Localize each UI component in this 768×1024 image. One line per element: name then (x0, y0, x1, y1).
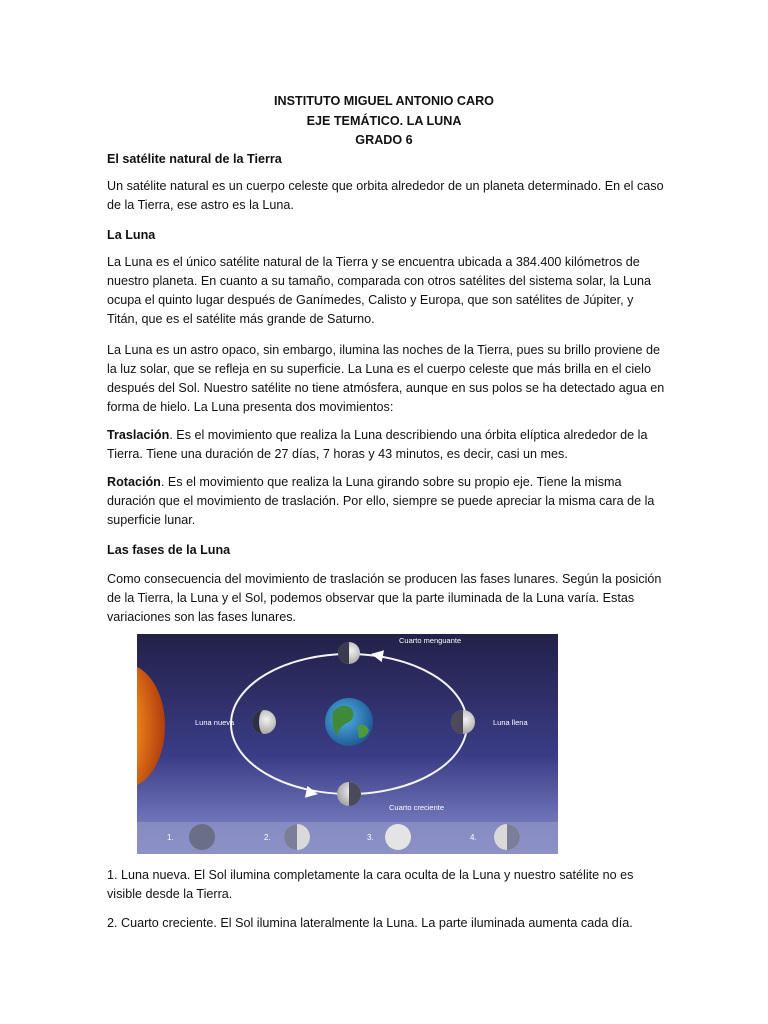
strip-number-1: 1. (167, 833, 174, 842)
topic-title: EJE TEMÁTICO. LA LUNA (306, 113, 462, 128)
label-luna-nueva: Luna nueva (195, 718, 235, 727)
section-heading-fases: Las fases de la Luna (107, 543, 231, 557)
strip-moon-1 (189, 824, 215, 850)
term-rotacion: Rotación (107, 475, 161, 489)
moon-phases-diagram (137, 634, 558, 854)
list-item-cuarto-creciente: 2. Cuarto creciente. El Sol ilumina lateralmente la Luna. La parte iluminada aumenta cada día. (107, 916, 633, 930)
orbit-arrow-bottom (307, 792, 312, 793)
moon-left (252, 710, 276, 734)
grade-label: GRADO 6 (355, 133, 413, 147)
moon-phases-figure (137, 634, 558, 854)
strip-moon-4 (494, 824, 520, 850)
paragraph-rotacion (107, 473, 667, 530)
paragraph-fases: Como consecuencia del movimiento de traslación se producen las fases lunares. Según la posición de la Tierra, la Luna y el Sol, podemos observar que la parte iluminada de la Luna varía. Estas variaciones son las fases lunares. (107, 572, 662, 624)
strip-number-3: 3. (367, 833, 374, 842)
rotacion-description: . Es el movimiento que realiza la Luna girando sobre su propio eje. Tiene la misma duración que el movimiento de traslación. Por ello, siempre se puede apreciar la misma cara de la superficie lunar. (107, 475, 655, 527)
paragraph-satellite-definition: Un satélite natural es un cuerpo celeste que orbita alrededor de un planeta determinado. En el caso de la Tierra, ese astro es la Luna. (107, 179, 664, 212)
strip-number-4: 4. (470, 833, 477, 842)
list-item-luna-nueva: 1. Luna nueva. El Sol ilumina completamente la cara oculta de la Luna y nuestro satélite no es visible desde la Tierra. (107, 868, 634, 901)
strip-number-2: 2. (264, 833, 271, 842)
moon-bottom (337, 782, 361, 806)
strip-moon-2 (284, 824, 310, 850)
section-heading-satellite: El satélite natural de la Tierra (107, 152, 282, 166)
moon-top (338, 642, 360, 664)
strip-moon-3 (385, 824, 411, 850)
paragraph-traslacion (107, 426, 667, 464)
term-traslacion: Traslación (107, 428, 170, 442)
paragraph-luna-brightness: La Luna es un astro opaco, sin embargo, ilumina las noches de la Tierra, pues su brillo proviene de la luz solar, que se refleja en su superficie. La Luna es el cuerpo celeste que más brilla en el cielo después del Sol. Nuestro satélite no tiene atmósfera, aunque en sus polos se ha detectado agua en forma de hielo. La Luna presenta dos movimientos: (107, 343, 665, 414)
document-header (0, 92, 768, 151)
label-luna-llena: Luna llena (493, 718, 528, 727)
section-heading-luna: La Luna (107, 228, 156, 242)
paragraph-luna-distance: La Luna es el único satélite natural de la Tierra y se encuentra ubicada a 384.400 kilómetros de nuestro planeta. En cuanto a su tamaño, comparada con otros satélites del sistema solar, la Luna ocupa el quinto lugar después de Ganímedes, Calisto y Europa, que son satélites de Júpiter, y Titán, que es el satélite más grande de Saturno. (107, 255, 651, 326)
school-name: INSTITUTO MIGUEL ANTONIO CARO (274, 94, 494, 108)
label-cuarto-creciente: Cuarto creciente (389, 803, 445, 812)
moon-right (451, 710, 475, 734)
orbit-arrow-top (377, 655, 382, 656)
label-cuarto-menguante: Cuarto menguante (399, 636, 462, 645)
traslacion-description: . Es el movimiento que realiza la Luna describiendo una órbita elíptica alrededor de la Tierra. Tiene una duración de 27 días, 7 horas y 43 minutos, es decir, casi un mes. (107, 428, 648, 461)
